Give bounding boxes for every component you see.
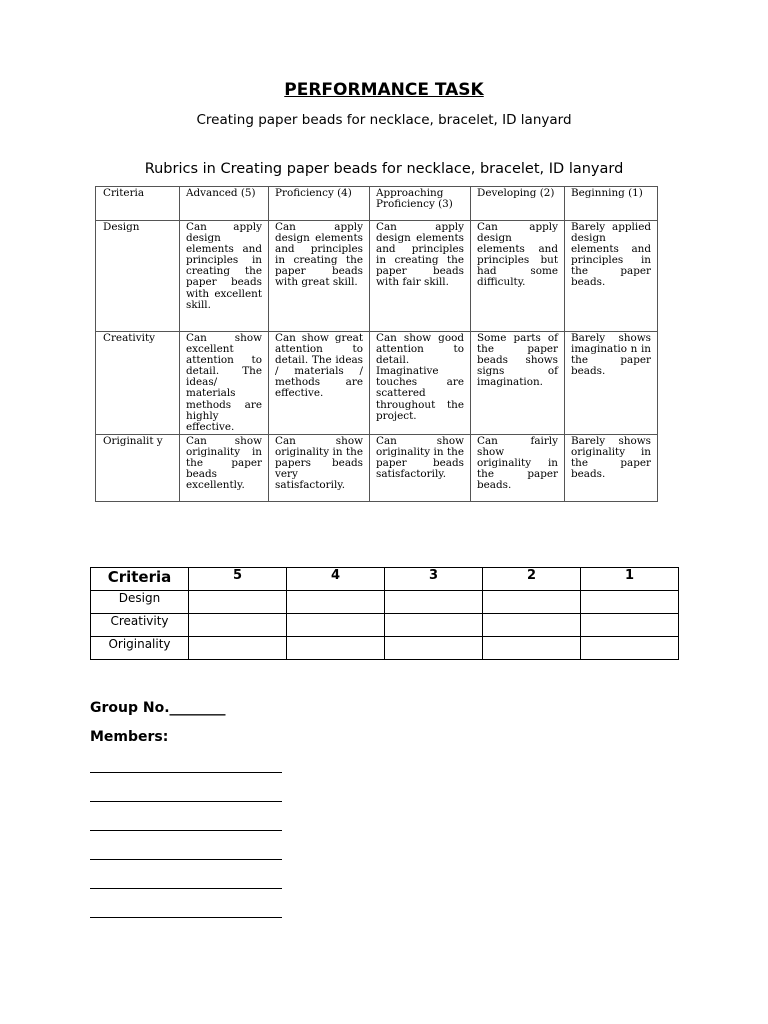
score-row-creativity: [91, 614, 679, 637]
rubric-criteria-cell: Originalit y: [96, 434, 180, 501]
rubric-cell: Can show originality in the papers beads very satisfactorily.: [269, 434, 370, 501]
rubric-criteria-cell: Design: [96, 221, 180, 332]
score-header-1: 1: [581, 568, 679, 591]
rubric-cell: Can show originality in the paper beads excellently.: [180, 434, 269, 501]
rubric-cell: Barely shows imaginatio n in the paper beads.: [565, 332, 658, 435]
group-number-field[interactable]: Group No.________: [90, 700, 226, 716]
rubric-cell: Can show originality in the paper beads satisfactorily.: [370, 434, 471, 501]
member-line-3[interactable]: [90, 830, 282, 831]
score-cell[interactable]: [581, 637, 679, 660]
score-row-label: Creativity: [91, 614, 189, 637]
rubric-cell: Can show excellent attention to detail. The ideas/ materials methods are highly effective.: [180, 332, 269, 435]
score-header-4: 4: [287, 568, 385, 591]
rubric-cell: Some parts of the paper beads shows signs of imagination.: [471, 332, 565, 435]
page-subtitle: Creating paper beads for necklace, bracelet, ID lanyard: [196, 112, 572, 128]
rubric-header-developing: Developing (2): [471, 187, 565, 221]
score-cell[interactable]: [385, 591, 483, 614]
rubric-table: [95, 186, 658, 502]
rubric-criteria-cell: Creativity: [96, 332, 180, 435]
score-row-design: [91, 591, 679, 614]
member-line-1[interactable]: [90, 772, 282, 773]
rubric-cell: Can apply design elements and principles in creating the paper beads with excellent skill.: [180, 221, 269, 332]
score-cell[interactable]: [287, 591, 385, 614]
score-cell[interactable]: [385, 614, 483, 637]
score-cell[interactable]: [189, 637, 287, 660]
rubric-cell: Barely applied design elements and principles in the paper beads.: [565, 221, 658, 332]
rubric-row-creativity: [96, 332, 658, 435]
score-cell[interactable]: [189, 614, 287, 637]
score-header-criteria: Criteria: [91, 568, 189, 591]
rubric-cell: Can apply design elements and principles in creating the paper beads with fair skill.: [370, 221, 471, 332]
member-line-6[interactable]: [90, 917, 282, 918]
score-cell[interactable]: [287, 637, 385, 660]
member-line-5[interactable]: [90, 888, 282, 889]
score-cell[interactable]: [483, 637, 581, 660]
score-header-3: 3: [385, 568, 483, 591]
rubric-cell: Can apply design elements and principles but had some difficulty.: [471, 221, 565, 332]
score-row-label: Design: [91, 591, 189, 614]
score-cell[interactable]: [385, 637, 483, 660]
rubric-header-approaching: Approaching Proficiency (3): [370, 187, 471, 221]
score-cell[interactable]: [287, 614, 385, 637]
rubric-cell: Can apply design elements and principles in creating the paper beads with great skill.: [269, 221, 370, 332]
score-cell[interactable]: [189, 591, 287, 614]
score-cell[interactable]: [483, 614, 581, 637]
score-cell[interactable]: [581, 614, 679, 637]
score-header-row: [91, 568, 679, 591]
score-row-originality: [91, 637, 679, 660]
rubric-cell: Can show good attention to detail. Imaginative touches are scattered throughout the project.: [370, 332, 471, 435]
score-cell[interactable]: [581, 591, 679, 614]
score-cell[interactable]: [483, 591, 581, 614]
score-header-5: 5: [189, 568, 287, 591]
member-line-4[interactable]: [90, 859, 282, 860]
rubric-row-design: [96, 221, 658, 332]
rubric-row-originality: [96, 434, 658, 501]
rubric-cell: Barely shows originality in the paper beads.: [565, 434, 658, 501]
score-row-label: Originality: [91, 637, 189, 660]
score-table: [90, 567, 679, 660]
members-label: Members:: [90, 729, 169, 745]
rubric-header-criteria: Criteria: [96, 187, 180, 221]
rubric-cell: Can fairly show originality in the paper beads.: [471, 434, 565, 501]
score-header-2: 2: [483, 568, 581, 591]
page-title: PERFORMANCE TASK: [284, 80, 484, 100]
rubric-header-row: [96, 187, 658, 221]
rubric-caption: Rubrics in Creating paper beads for necklace, bracelet, ID lanyard: [144, 161, 624, 177]
rubric-header-advanced: Advanced (5): [180, 187, 269, 221]
rubric-cell: Can show great attention to detail. The ideas / materials / methods are effective.: [269, 332, 370, 435]
rubric-header-proficiency: Proficiency (4): [269, 187, 370, 221]
member-line-2[interactable]: [90, 801, 282, 802]
rubric-header-beginning: Beginning (1): [565, 187, 658, 221]
